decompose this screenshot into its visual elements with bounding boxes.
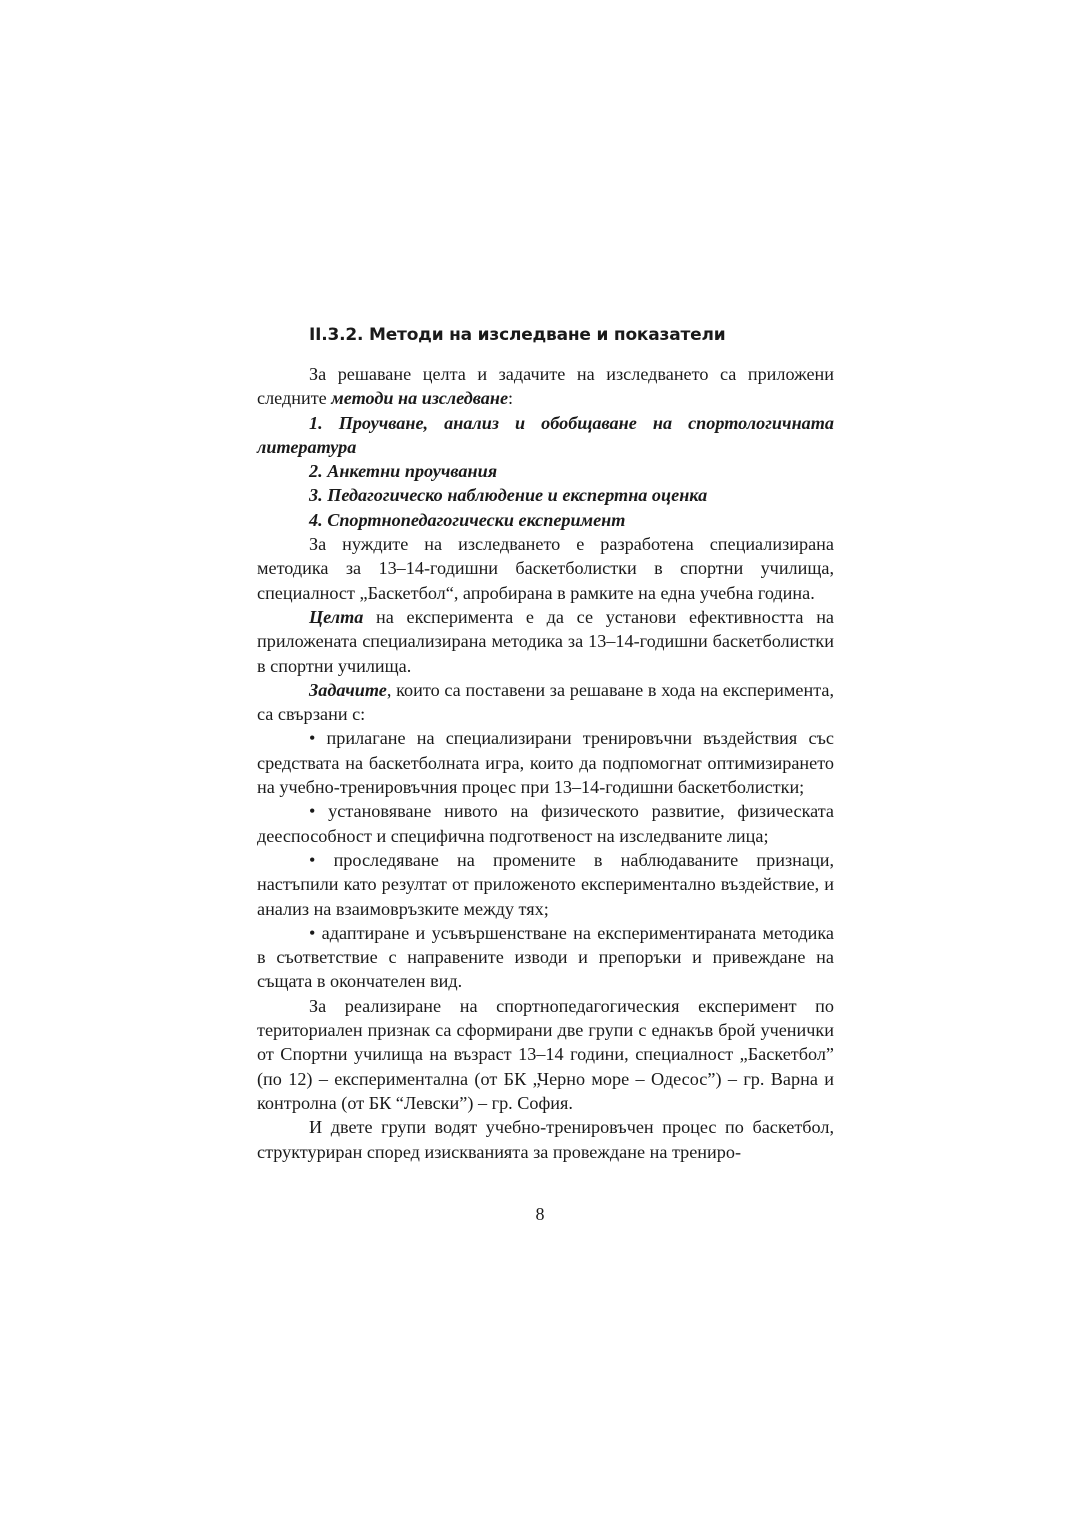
goal-emphasis: Целта	[309, 606, 364, 627]
both-groups-paragraph: И двете групи водят учебно-тренировъчен процес по баскетбол, структуриран според изискванията за провеждане на трениро-	[257, 1117, 834, 1162]
groups-paragraph: За реализиране на спортнопедагогическия експеримент по териториален признак са сформирани две групи с еднакъв брой ученички от Спортни училища на възраст 13–14 години, специалност „Баскетбол” (по 12) – експериментална (от БК „Черно море – Одесос”) – гр. Варна и контролна (от БК “Левски”) – гр. София.	[257, 995, 834, 1113]
tasks-text: , които са поставени за решаване в хода на експеримента, са свързани с:	[257, 679, 834, 725]
goal-text: на експеримента е да се установи ефективността на приложената специализирана методика за 13–14-годишни баскетболистки в спортни училища.	[257, 606, 834, 676]
intro-paragraph	[257, 362, 834, 411]
intro-text: За решаване целта и задачите на изследването са приложени следните	[257, 364, 834, 409]
task-bullet: • прилагане на специализирани тренировъчни въздействия със средствата на баскетболната игра, които да подпомогнат оптимизирането на учебно-тренировъчния процес при 13–14-годишни баскетболистки;	[257, 728, 834, 798]
methodology-paragraph: За нуждите на изследването е разработена специализирана методика за 13–14-годишни баскетболистки в спортни училища, специалност „Баскетбол“, апробирана в рамките на една учебна година.	[257, 534, 834, 603]
method-item: 1. Проучване, анализ и обобщаване на спортологичната литература	[257, 412, 834, 457]
method-item: 3. Педагогическо наблюдение и експертна оценка	[309, 485, 708, 506]
tasks-paragraph	[257, 678, 834, 727]
document-page	[257, 322, 834, 1164]
task-bullet: • адаптиране и усъвършенстване на експериментираната методика в съответствие с направените изводи и препоръки и привеждане на същата в окончателен вид.	[257, 922, 834, 992]
page-number: 8	[535, 1204, 545, 1224]
task-bullet: • установяване нивото на физическото развитие, физическата дееспособност и специфична подготвеност на изследваните лица;	[257, 801, 834, 846]
method-item: 4. Спортнопедагогически експеримент	[309, 509, 626, 530]
intro-emphasis: методи на изследване	[331, 388, 509, 409]
intro-colon: :	[508, 388, 514, 409]
tasks-emphasis: Задачите	[309, 679, 387, 700]
method-item: 2. Анкетни проучвания	[309, 461, 498, 482]
task-bullet: • проследяване на промените в наблюдаваните признаци, настъпили като резултат от приложеното експериментално въздействие, и анализ на взаимовръзките между тях;	[257, 849, 834, 919]
section-heading: II.3.2. Методи на изследване и показатели	[309, 325, 726, 345]
goal-paragraph	[257, 605, 834, 678]
